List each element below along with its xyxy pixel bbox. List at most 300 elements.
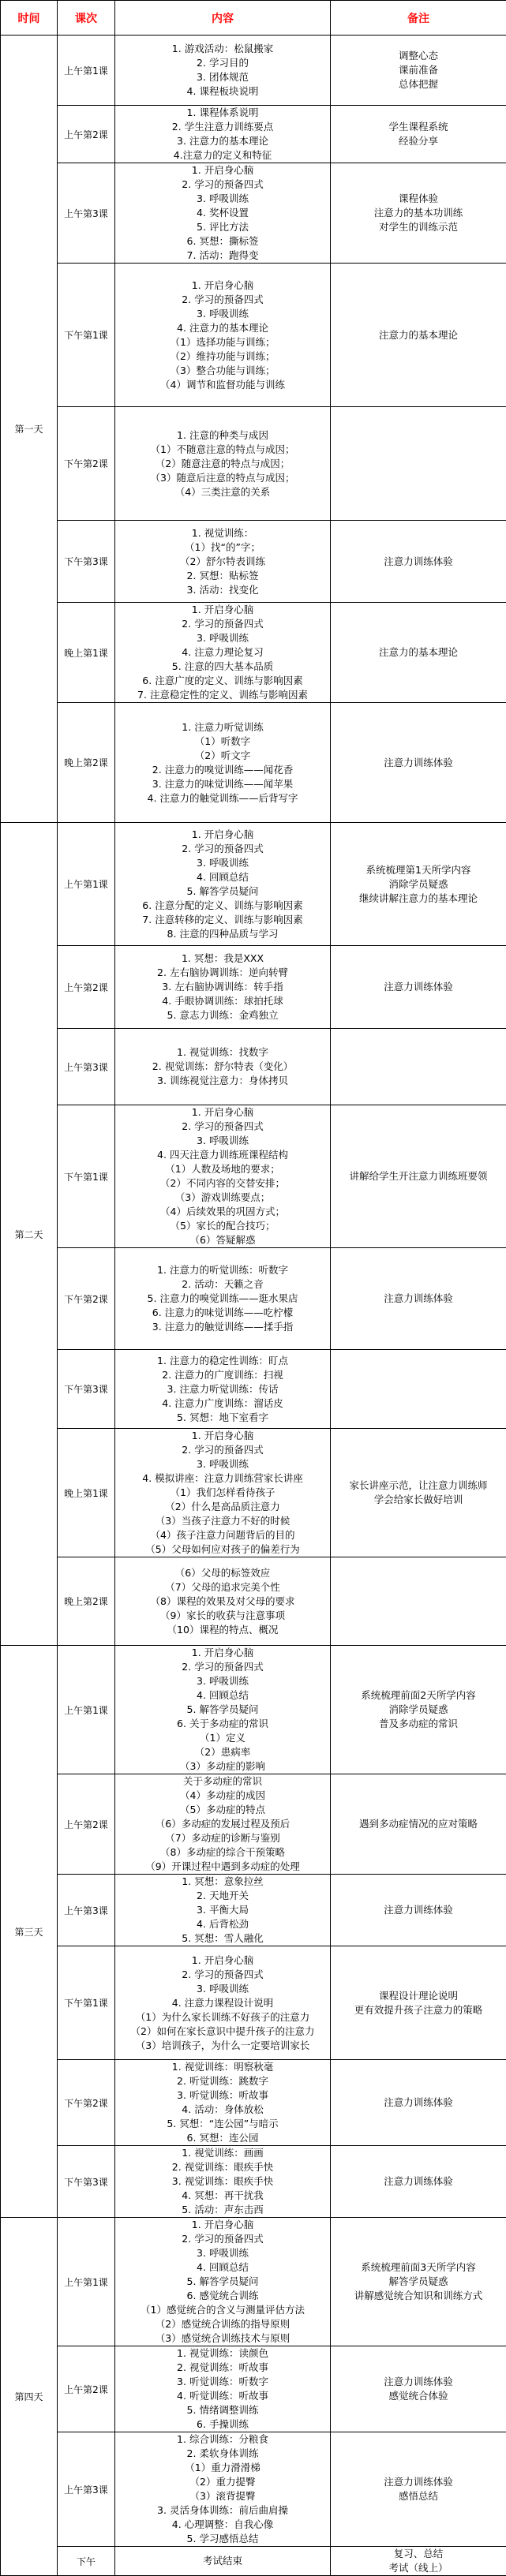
content-cell xyxy=(115,2060,331,2146)
header-notes: 备注 xyxy=(331,1,506,36)
table-row xyxy=(1,2547,506,2576)
content-line: 1. 冥想：意象拉丝 xyxy=(115,1875,330,1889)
content-line: （2）如何在家长意识中提升孩子的注意力 xyxy=(115,2025,330,2039)
table-row xyxy=(1,264,506,407)
content-line: 6. 感觉统合训练 xyxy=(115,2289,330,2303)
content-line: 1. 游戏活动：松鼠搬家 xyxy=(115,42,330,56)
content-cell xyxy=(115,1774,331,1875)
content-line: （2）什么是高品质注意力 xyxy=(115,1500,330,1514)
table-row xyxy=(1,1248,506,1350)
content-line: 2. 注意力的广度训练：扫视 xyxy=(115,1368,330,1382)
notes-cell xyxy=(331,1105,506,1248)
content-line: 2. 左右脑协调训练：逆向转臂 xyxy=(115,966,330,980)
notes-cell xyxy=(331,2547,506,2576)
content-line: 1. 注意力的稳定性训练：盯点 xyxy=(115,1354,330,1368)
notes-line: 注意力的基本理论 xyxy=(331,328,506,342)
content-line: 5. 评比方法 xyxy=(115,220,330,234)
table-row xyxy=(1,1029,506,1105)
content-cell xyxy=(115,1350,331,1429)
content-line: 7. 注意转移的定义、训练与影响因素 xyxy=(115,913,330,927)
content-line: 4. 注意力广度训练：溜话皮 xyxy=(115,1396,330,1411)
content-line: 6. 手操训练 xyxy=(115,2417,330,2432)
content-cell xyxy=(115,264,331,407)
content-line: （1）感觉统合的含义与测量评估方法 xyxy=(115,2303,330,2317)
content-line: （4）三类注意的关系 xyxy=(115,485,330,499)
content-line: 3. 呼吸训练 xyxy=(115,1457,330,1471)
notes-cell xyxy=(331,2346,506,2432)
content-line: （5）父母如何应对孩子的偏差行为 xyxy=(115,1542,330,1557)
lesson-cell: 下午第2课 xyxy=(58,1248,115,1350)
table-row xyxy=(1,521,506,603)
content-line: 4. 后背松劲 xyxy=(115,1917,330,1931)
lesson-cell: 上午第2课 xyxy=(58,1774,115,1875)
content-line: 3. 注意力听觉训练：传话 xyxy=(115,1382,330,1396)
content-line: 4. 注意力课程设计说明 xyxy=(115,1996,330,2010)
content-cell xyxy=(115,106,331,163)
content-line: （8）课程的效果及对父母的要求 xyxy=(115,1595,330,1609)
content-line: 1. 开启身心脑 xyxy=(115,1105,330,1120)
content-line: 5. 解答学员疑问 xyxy=(115,884,330,899)
lesson-cell: 上午第3课 xyxy=(58,1029,115,1105)
notes-line: 讲解感觉统合知识和训练方式 xyxy=(331,2289,506,2303)
content-line: （3）滚背提臀 xyxy=(115,2489,330,2503)
content-line: （4）孩子注意力问题背后的目的 xyxy=(115,1528,330,1542)
table-row xyxy=(1,946,506,1029)
content-line: （6）父母的标签效应 xyxy=(115,1566,330,1580)
content-line: （1）人数及场地的要求； xyxy=(115,1162,330,1176)
content-line: （1）不随意注意的特点与成因； xyxy=(115,443,330,457)
content-line: （7）多动症的诊断与鉴别 xyxy=(115,1831,330,1845)
notes-line: 讲解给学生开注意力训练班要领 xyxy=(331,1169,506,1183)
content-cell xyxy=(115,163,331,264)
content-line: 1. 开启身心脑 xyxy=(115,279,330,293)
content-line: 2. 学习的预备四式 xyxy=(115,1443,330,1457)
content-line: 2. 冥想：贴标签 xyxy=(115,569,330,583)
content-line: 4. 课程板块说明 xyxy=(115,84,330,99)
content-line: 3. 训练视觉注意力：身体拷贝 xyxy=(115,1074,330,1088)
content-line: 1. 综合训练：分粮食 xyxy=(115,2432,330,2447)
notes-line: 消除学员疑惑 xyxy=(331,1703,506,1717)
content-line: 1. 视觉训练：明察秋毫 xyxy=(115,2060,330,2074)
content-line: 4. 手眼协调训练：球拍托球 xyxy=(115,994,330,1008)
notes-line: 注意力训练体验 xyxy=(331,555,506,569)
notes-line: 感觉统合体验 xyxy=(331,2389,506,2403)
content-line: （1）为什么家长训练不好孩子的注意力 xyxy=(115,2010,330,2025)
content-cell xyxy=(115,603,331,703)
lesson-cell: 上午第1课 xyxy=(58,1646,115,1774)
content-line: 4. 听觉训练：听故事 xyxy=(115,2389,330,2403)
content-line: 1. 注意力的听觉训练：听数字 xyxy=(115,1263,330,1277)
notes-line: 注意力训练体验 xyxy=(331,2174,506,2189)
table-row xyxy=(1,603,506,703)
table-row xyxy=(1,407,506,521)
notes-cell xyxy=(331,823,506,946)
content-line: 3. 活动：找变化 xyxy=(115,583,330,597)
lesson-cell: 晚上第2课 xyxy=(58,703,115,823)
content-line: 4. 回顾总结 xyxy=(115,1688,330,1703)
table-row xyxy=(1,36,506,106)
table-row xyxy=(1,1105,506,1248)
content-line: 5. 注意的四大基本品质 xyxy=(115,660,330,674)
notes-cell xyxy=(331,407,506,521)
content-line: 1. 开启身心脑 xyxy=(115,1646,330,1660)
content-cell xyxy=(115,2146,331,2218)
content-line: 2. 柔软身体训练 xyxy=(115,2447,330,2461)
notes-cell xyxy=(331,2218,506,2346)
lesson-cell: 晚上第2课 xyxy=(58,1557,115,1646)
header-time: 时间 xyxy=(1,1,58,36)
content-line: 5. 冥想：地下室看字 xyxy=(115,1411,330,1425)
content-line: 3. 听觉训练：听故事 xyxy=(115,2088,330,2103)
content-cell xyxy=(115,1248,331,1350)
content-line: 3. 团体规范 xyxy=(115,70,330,84)
content-cell xyxy=(115,521,331,603)
table-row xyxy=(1,163,506,264)
content-line: 7. 活动：跑得变 xyxy=(115,249,330,263)
content-line: （8）多动症的综合干预策略 xyxy=(115,1845,330,1860)
notes-line: 解答学员疑惑 xyxy=(331,2275,506,2289)
content-line: 5. 冥想：雪人融化 xyxy=(115,1931,330,1946)
content-line: 4. 注意力理论复习 xyxy=(115,645,330,660)
lesson-cell: 下午第3课 xyxy=(58,521,115,603)
content-line: 1. 视觉训练：找数字 xyxy=(115,1045,330,1060)
content-cell xyxy=(115,2547,331,2576)
table-row xyxy=(1,2060,506,2146)
notes-cell xyxy=(331,1774,506,1875)
table-row xyxy=(1,2218,506,2346)
content-line: （9）开课过程中遇到多动症的处理 xyxy=(115,1860,330,1874)
content-line: 5. 注意力的嗅觉训练——逛水果店 xyxy=(115,1292,330,1306)
content-line: 2. 学习的预备四式 xyxy=(115,617,330,631)
notes-line: 复习、总结 xyxy=(331,2547,506,2561)
table-row xyxy=(1,1774,506,1875)
content-line: （3）随意后注意的特点与成因； xyxy=(115,471,330,485)
lesson-cell: 下午第3课 xyxy=(58,2146,115,2218)
table-row xyxy=(1,1646,506,1774)
content-line: 1. 开启身心脑 xyxy=(115,603,330,617)
content-line: 1. 视觉训练：读颜色 xyxy=(115,2346,330,2361)
content-line: 2. 天地开关 xyxy=(115,1889,330,1903)
day-label: 第二天 xyxy=(1,823,58,1646)
table-row xyxy=(1,1557,506,1646)
notes-cell xyxy=(331,1029,506,1105)
table-row xyxy=(1,1946,506,2060)
content-line: 1. 视觉训练：画画 xyxy=(115,2146,330,2160)
content-line: 5. 解答学员疑问 xyxy=(115,1703,330,1717)
content-line: （6）多动症的发展过程及预后 xyxy=(115,1817,330,1831)
content-line: （6）答疑解惑 xyxy=(115,1233,330,1247)
content-line: 2. 学习的预备四式 xyxy=(115,842,330,856)
content-line: 5. 情绪调整训练 xyxy=(115,2403,330,2417)
content-cell xyxy=(115,1105,331,1248)
content-cell xyxy=(115,1875,331,1946)
content-line: 3. 视觉训练：眼疾手快 xyxy=(115,2174,330,2189)
content-line: 6. 注意分配的定义、训练与影响因素 xyxy=(115,899,330,913)
content-line: 1. 开启身心脑 xyxy=(115,828,330,842)
notes-cell xyxy=(331,2432,506,2547)
content-line: （2）维持功能与训练； xyxy=(115,350,330,364)
content-line: 2. 学生注意力训练要点 xyxy=(115,120,330,134)
notes-line: 学会给家长做好培训 xyxy=(331,1493,506,1507)
content-line: （1）我们怎样看待孩子 xyxy=(115,1486,330,1500)
content-line: 3. 呼吸训练 xyxy=(115,856,330,870)
header-row xyxy=(1,1,506,36)
notes-line: 注意力训练体验 xyxy=(331,2096,506,2110)
notes-line: 课程体验 xyxy=(331,192,506,206)
content-line: （2）随意注意的特点与成因； xyxy=(115,457,330,471)
content-line: （3）培训孩子，为什么一定要培训家长 xyxy=(115,2039,330,2053)
notes-cell xyxy=(331,106,506,163)
content-line: 5. 冥想：“连公园”与暗示 xyxy=(115,2117,330,2131)
content-line: 4. 心理调整：自我心像 xyxy=(115,2518,330,2532)
content-line: 1. 开启身心脑 xyxy=(115,163,330,178)
lesson-cell: 上午第3课 xyxy=(58,2432,115,2547)
content-line: （2）舒尔特表训练 xyxy=(115,555,330,569)
content-line: （1）选择功能与训练； xyxy=(115,335,330,350)
content-line: （5）家长的配合技巧； xyxy=(115,1219,330,1233)
content-line: （2）不同内容的交替安排； xyxy=(115,1176,330,1191)
table-row xyxy=(1,703,506,823)
notes-line: 注意力训练体验 xyxy=(331,1903,506,1917)
header-lesson: 课次 xyxy=(58,1,115,36)
content-cell xyxy=(115,2218,331,2346)
content-line: 1. 注意力听觉训练 xyxy=(115,720,330,735)
content-line: 5. 意志力训练：金鸡独立 xyxy=(115,1008,330,1023)
content-line: 4. 四天注意力训练班课程结构 xyxy=(115,1148,330,1162)
day-label: 第三天 xyxy=(1,1646,58,2218)
lesson-cell: 下午第3课 xyxy=(58,1350,115,1429)
table-row xyxy=(1,1429,506,1557)
content-line: 1. 视觉训练： xyxy=(115,526,330,540)
notes-cell xyxy=(331,603,506,703)
notes-line: 注意力训练体验 xyxy=(331,756,506,770)
content-line: （2）重力提臀 xyxy=(115,2475,330,2489)
content-line: 1. 注意的种类与成因 xyxy=(115,428,330,443)
content-line: 5. 活动：声东击西 xyxy=(115,2203,330,2217)
content-line: （1）听数字 xyxy=(115,735,330,749)
content-cell xyxy=(115,36,331,106)
content-line: 3. 呼吸训练 xyxy=(115,631,330,645)
content-line: 1. 冥想：我是XXX xyxy=(115,952,330,966)
notes-cell xyxy=(331,163,506,264)
content-line: 5. 学习感悟总结 xyxy=(115,2532,330,2546)
content-cell xyxy=(115,2432,331,2547)
notes-cell xyxy=(331,1557,506,1646)
table-row xyxy=(1,1350,506,1429)
content-line: 3. 注意力的基本理论 xyxy=(115,134,330,148)
content-line: 2. 听觉训练：跳数字 xyxy=(115,2074,330,2088)
content-line: （3）整合功能与训练； xyxy=(115,364,330,378)
content-line: 1. 开启身心脑 xyxy=(115,1429,330,1443)
content-line: 考试结束 xyxy=(115,2554,330,2568)
notes-line: 注意力训练体验 xyxy=(331,2475,506,2489)
content-cell xyxy=(115,1429,331,1557)
notes-line: 系统梳理第1天所学内容 xyxy=(331,863,506,877)
notes-cell xyxy=(331,1350,506,1429)
content-line: 2. 视觉训练：听故事 xyxy=(115,2361,330,2375)
content-line: 3. 注意力的味觉训练——闻苹果 xyxy=(115,777,330,791)
content-line: （10）课程的特点、概况 xyxy=(115,1623,330,1637)
notes-cell xyxy=(331,1875,506,1946)
content-cell xyxy=(115,1029,331,1105)
content-line: 2. 学习的预备四式 xyxy=(115,1660,330,1674)
content-line: 4. 注意力的基本理论 xyxy=(115,321,330,335)
lesson-cell: 晚上第1课 xyxy=(58,1429,115,1557)
notes-cell xyxy=(331,36,506,106)
lesson-cell: 上午第3课 xyxy=(58,163,115,264)
notes-line: 考试（线上） xyxy=(331,2561,506,2575)
table-row xyxy=(1,2432,506,2547)
content-line: 2. 活动：天籁之音 xyxy=(115,1277,330,1292)
content-line: 关于多动症的常识 xyxy=(115,1774,330,1789)
content-line: （9）家长的收获与注意事项 xyxy=(115,1609,330,1623)
content-line: 3. 呼吸训练 xyxy=(115,192,330,206)
notes-cell xyxy=(331,1646,506,1774)
content-line: 3. 呼吸训练 xyxy=(115,307,330,321)
content-line: 1. 课程体系说明 xyxy=(115,106,330,120)
notes-cell xyxy=(331,1429,506,1557)
notes-line: 总体把握 xyxy=(331,77,506,92)
content-line: 6. 冥想：撕标签 xyxy=(115,234,330,249)
lesson-cell: 上午第1课 xyxy=(58,823,115,946)
notes-line: 注意力训练体验 xyxy=(331,1292,506,1306)
table-row xyxy=(1,2146,506,2218)
notes-cell xyxy=(331,703,506,823)
content-line: （1）定义 xyxy=(115,1731,330,1745)
content-line: （3）游戏训练要点； xyxy=(115,1191,330,1205)
notes-line: 继续讲解注意力的基本理论 xyxy=(331,892,506,906)
notes-line: 注意力的基本理论 xyxy=(331,645,506,660)
content-line: （7）父母的追求完美个性 xyxy=(115,1580,330,1595)
notes-cell xyxy=(331,264,506,407)
content-cell xyxy=(115,946,331,1029)
notes-cell xyxy=(331,1946,506,2060)
content-line: （2）感觉统合训练的指导原则 xyxy=(115,2317,330,2331)
notes-cell xyxy=(331,1248,506,1350)
content-line: 2. 学习的预备四式 xyxy=(115,1120,330,1134)
content-line: （4）调节和监督功能与训练 xyxy=(115,378,330,392)
content-line: 3. 呼吸训练 xyxy=(115,1674,330,1688)
content-cell xyxy=(115,823,331,946)
content-line: 4. 模拟讲座：注意力训练营家长讲座 xyxy=(115,1471,330,1486)
lesson-cell: 下午第1课 xyxy=(58,264,115,407)
content-cell xyxy=(115,703,331,823)
content-line: 4. 注意力的触觉训练——后背写字 xyxy=(115,791,330,806)
content-line: 6. 关于多动症的常识 xyxy=(115,1717,330,1731)
content-line: （5）多动症的特点 xyxy=(115,1803,330,1817)
content-line: 4. 回顾总结 xyxy=(115,2260,330,2275)
content-line: 5. 解答学员疑问 xyxy=(115,2275,330,2289)
content-line: 4. 活动：身体放松 xyxy=(115,2103,330,2117)
lesson-cell: 上午第1课 xyxy=(58,2218,115,2346)
schedule-body xyxy=(1,36,506,2576)
notes-line: 消除学员疑惑 xyxy=(331,877,506,892)
lesson-cell: 上午第1课 xyxy=(58,36,115,106)
notes-line: 注意力的基本功训练 xyxy=(331,206,506,220)
notes-line: 更有效提升孩子注意力的策略 xyxy=(331,2003,506,2017)
content-line: （1）重力滑滑梯 xyxy=(115,2461,330,2475)
lesson-cell: 下午第2课 xyxy=(58,407,115,521)
content-line: 2. 学习的预备四式 xyxy=(115,2232,330,2246)
notes-cell xyxy=(331,2146,506,2218)
content-line: （3）多动症的影响 xyxy=(115,1759,330,1774)
notes-line: 感悟总结 xyxy=(331,2489,506,2503)
notes-line: 系统梳理前面2天所学内容 xyxy=(331,1688,506,1703)
notes-line: 普及多动症的常识 xyxy=(331,1717,506,1731)
lesson-cell: 上午第2课 xyxy=(58,2346,115,2432)
lesson-cell: 上午第2课 xyxy=(58,106,115,163)
content-line: 3. 灵活身体训练：前后曲肩操 xyxy=(115,2503,330,2518)
content-cell xyxy=(115,1946,331,2060)
content-line: 4. 回顾总结 xyxy=(115,870,330,884)
notes-line: 家长讲座示范，让注意力训练师 xyxy=(331,1479,506,1493)
lesson-cell: 上午第3课 xyxy=(58,1875,115,1946)
lesson-cell: 下午第1课 xyxy=(58,1105,115,1248)
notes-line: 系统梳理前面3天所学内容 xyxy=(331,2260,506,2275)
notes-cell xyxy=(331,521,506,603)
content-line: 6. 注意力的味觉训练——吃柠檬 xyxy=(115,1306,330,1320)
content-line: （3）当孩子注意力不好的时候 xyxy=(115,1514,330,1528)
content-line: （4）多动症的成因 xyxy=(115,1789,330,1803)
content-cell xyxy=(115,1557,331,1646)
lesson-cell: 晚上第1课 xyxy=(58,603,115,703)
lesson-cell: 上午第2课 xyxy=(58,946,115,1029)
lesson-cell: 下午 xyxy=(58,2547,115,2576)
notes-line: 学生课程系统 xyxy=(331,120,506,134)
content-line: （2）听文字 xyxy=(115,749,330,763)
content-line: 1. 开启身心脑 xyxy=(115,1953,330,1968)
table-row xyxy=(1,2346,506,2432)
content-line: 6. 冥想：连公园 xyxy=(115,2131,330,2145)
content-line: 3. 呼吸训练 xyxy=(115,2246,330,2260)
content-line: 2. 学习目的 xyxy=(115,56,330,70)
notes-line: 注意力训练体验 xyxy=(331,980,506,994)
content-line: 3. 左右脑协调训练：转手指 xyxy=(115,980,330,994)
content-line: （4）后续效果的巩固方式； xyxy=(115,1205,330,1219)
table-row xyxy=(1,106,506,163)
content-cell xyxy=(115,2346,331,2432)
content-line: 3. 听觉训练：听数字 xyxy=(115,2375,330,2389)
content-line: （2）患病率 xyxy=(115,1745,330,1759)
content-line: 8. 注意的四种品质与学习 xyxy=(115,927,330,941)
content-line: 2. 视觉训练：舒尔特表（变化） xyxy=(115,1060,330,1074)
content-line: 3. 注意力的触觉训练——揉手指 xyxy=(115,1320,330,1334)
content-line: 2. 视觉训练：眼疾手快 xyxy=(115,2160,330,2174)
header-content: 内容 xyxy=(115,1,331,36)
content-line: 3. 呼吸训练 xyxy=(115,1982,330,1996)
content-cell xyxy=(115,1646,331,1774)
content-line: 2. 注意力的嗅觉训练——闻花香 xyxy=(115,763,330,777)
notes-line: 注意力训练体验 xyxy=(331,2375,506,2389)
content-line: 2. 学习的预备四式 xyxy=(115,293,330,307)
notes-cell xyxy=(331,946,506,1029)
notes-line: 课程设计理论说明 xyxy=(331,1989,506,2003)
day-label: 第四天 xyxy=(1,2218,58,2576)
content-line: 4.注意力的定义和特征 xyxy=(115,148,330,163)
content-line: （1）找“的”字； xyxy=(115,540,330,555)
content-line: 4. 奖杯设置 xyxy=(115,206,330,220)
content-line: 1. 开启身心脑 xyxy=(115,2218,330,2232)
lesson-cell: 下午第1课 xyxy=(58,1946,115,2060)
content-line: 6. 注意广度的定义、训练与影响因素 xyxy=(115,674,330,688)
notes-line: 调整心态 xyxy=(331,49,506,63)
content-line: 3. 呼吸训练 xyxy=(115,1134,330,1148)
notes-line: 经验分享 xyxy=(331,134,506,148)
lesson-cell: 下午第2课 xyxy=(58,2060,115,2146)
notes-line: 遇到多动症情况的应对策略 xyxy=(331,1817,506,1831)
day-label: 第一天 xyxy=(1,36,58,823)
content-line: 3. 平衡大局 xyxy=(115,1903,330,1917)
